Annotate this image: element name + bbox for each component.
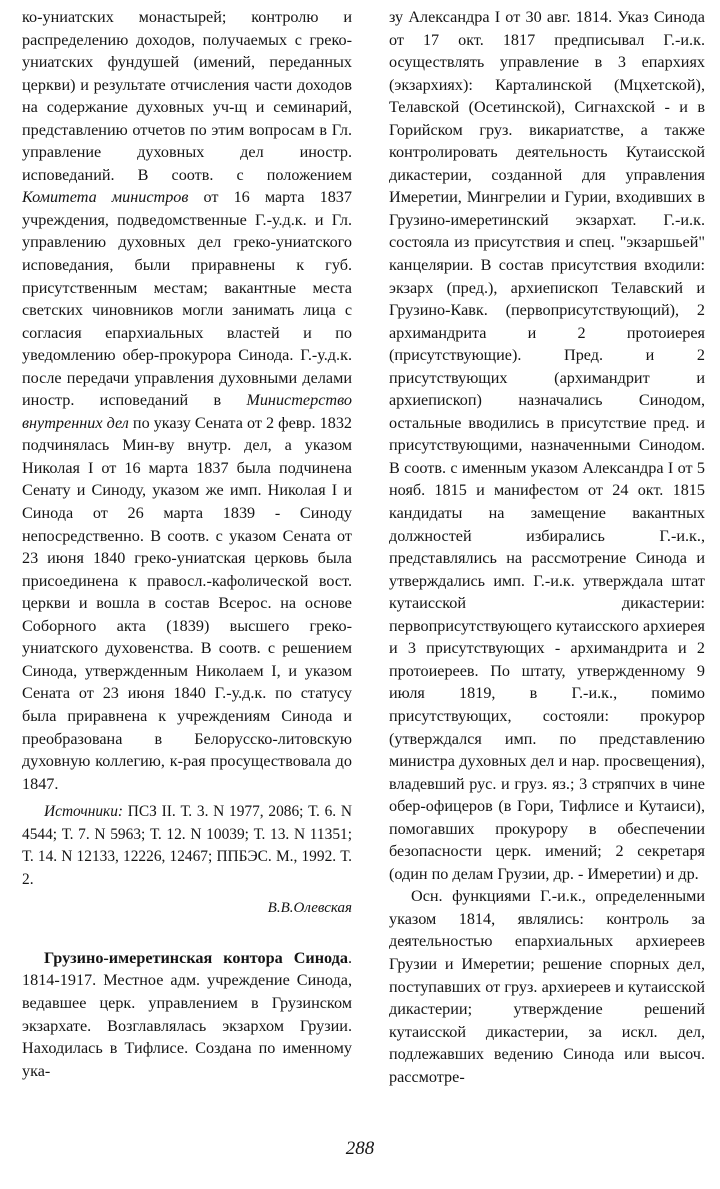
ministry-internal-affairs-italic: Министерство внутренних дел bbox=[22, 391, 352, 432]
left-paragraph-1-text-a: ко-униатских монастырей; контролю и распределению доходов, получаемых с греко-униатских фундушей (имений, переданных церкви) и результате отчисления части доходов на содержание духовных уч-щ и семинарий, представлению отчетов по этим вопросам в Гл. управление духовных дел иностр. исповеданий. В соотв. с положением bbox=[22, 8, 352, 184]
sources-text: ПСЗ II. Т. 3. N 1977, 2086; Т. 6. N 4544; Т. 7. N 5963; Т. 12. N 10039; Т. 13. N 11351; Т. 14. N 12133, 12226, 12467; ППБЭС. М., 1992. Т. 2. bbox=[22, 803, 352, 888]
right-column bbox=[389, 6, 705, 1088]
sources-paragraph bbox=[22, 801, 352, 891]
committee-of-ministers-italic: Комитета министров bbox=[22, 188, 189, 207]
entry-text: . 1814-1917. Местное адм. учреждение Синода, ведавшее церк. управлением в Грузинском экзархате. Возглавлялась экзархом Грузии. Находилась в Тифлисе. Создана по именному ука- bbox=[22, 948, 352, 1080]
left-paragraph-1 bbox=[22, 6, 352, 795]
sources-label: Источники: bbox=[44, 803, 124, 821]
left-column bbox=[22, 6, 352, 1082]
right-paragraph-2: Осн. функциями Г.-и.к., определенными указом 1814, являлись: контроль за деятельностью епархиальных архиереев Грузии и Имеретии; решение спорных дел, поступавших от груз. архиереев и кутаисской дикастерии; утверждение решений кутаисской дикастерии, за искл. дел, подлежавших ведению Синода или высоч. рассмотре- bbox=[389, 887, 705, 1086]
left-paragraph-1-text-b: от 16 марта 1837 учреждения, подведомственные Г.-у.д.к. и Гл. управлению духовных дел греко-униатского исповедания, были приравнены к губ. присутственным местам; вакантные места светских чиновников могли занимать лица с согласия епархиальных властей и по уведомлению обер-прокурора Синода. Г.-у.д.к. после передачи управления духовными делами иностр. исповеданий в bbox=[22, 188, 352, 410]
page-number: 288 bbox=[345, 1138, 375, 1159]
author-signature: В.В.Олевская bbox=[267, 900, 352, 917]
entry-title: Грузино-имеретинская контора Синода bbox=[44, 948, 348, 967]
entry-paragraph bbox=[22, 947, 352, 1082]
left-paragraph-1-text-c: по указу Сената от 2 февр. 1832 подчинялась Мин-ву внутр. дел, а указом Николая I от 16 марта 1837 была подчинена Сенату и Синоду, указом же имп. Николая I и Синода от 26 марта 1839 - Синоду непосредственно. В соотв. с указом Сената от 23 июня 1840 греко-униатская церковь была присоединена к правосл.-кафолической вост. церкви и вошла в состав Всерос. на основе Соборного акта (1839) высшего греко-униатского духовенства. В соотв. с решением Синода, утвержденным Николаем I, и указом Сената от 23 июня 1840 Г.-у.д.к. по статусу была приравнена к учреждениям Синода и преобразована в Белорусско-литовскую духовную коллегию, к-рая просуществовала до 1847. bbox=[22, 413, 353, 793]
right-paragraph-1: зу Александра I от 30 авг. 1814. Указ Синода от 17 окт. 1817 предписывал Г.-и.к. осуществлять управление в 3 епархиях (экзархиях): Карталинской (Мцхетской), Телавской (Осетинской), Сигнахской - и в Горийском груз. викариатстве, а также контролировать деятельность Кутаисской дикастерии, созданной для управления Имеретии, Мингрелии и Гурии, входивших в Грузино-имеретинский экзархат. Г.-и.к. состояла из присутствия и спец. "экзаршьей" канцелярии. В состав присутствия входили: экзарх (пред.), архиепископ Телавский и Грузино-Кавк. (первоприсутствующий), 2 архимандрита и 2 протоиерея (присутствующие). Пред. и 2 присутствующих (архимандрит и архиепископ) назначались Синодом, остальные вводились в присутствие пред. и присутствующими, назначенными Синодом. В соотв. с именным указом Александра I от 5 нояб. 1815 и манифестом от 24 окт. 1815 кандидаты на замещение вакантных должностей избирались Г.-и.к., представлялись на рассмотрение Синода и утверждались имп. Г.-и.к. утверждала штат кутаисской дикастерии: первоприсутствующего кутаисского архиерея и 3 присутствующих - архимандрита и 2 протоиереев. По штату, утвержденному 9 июля 1819, в Г.-и.к., помимо присутствующих, состояли: прокурор (утверждался имп. по представлению министра духовных дел и нар. просвещения), владевший рус. и груз. яз.; 3 стряпчих в чине обер-офицеров (в Гори, Тифлисе и Кутаиси), помогавших прокурору в обеспечении безопасности церк. имений; 2 секретаря (один по делам Грузии, др. - Имеретии) и др. bbox=[389, 8, 705, 883]
